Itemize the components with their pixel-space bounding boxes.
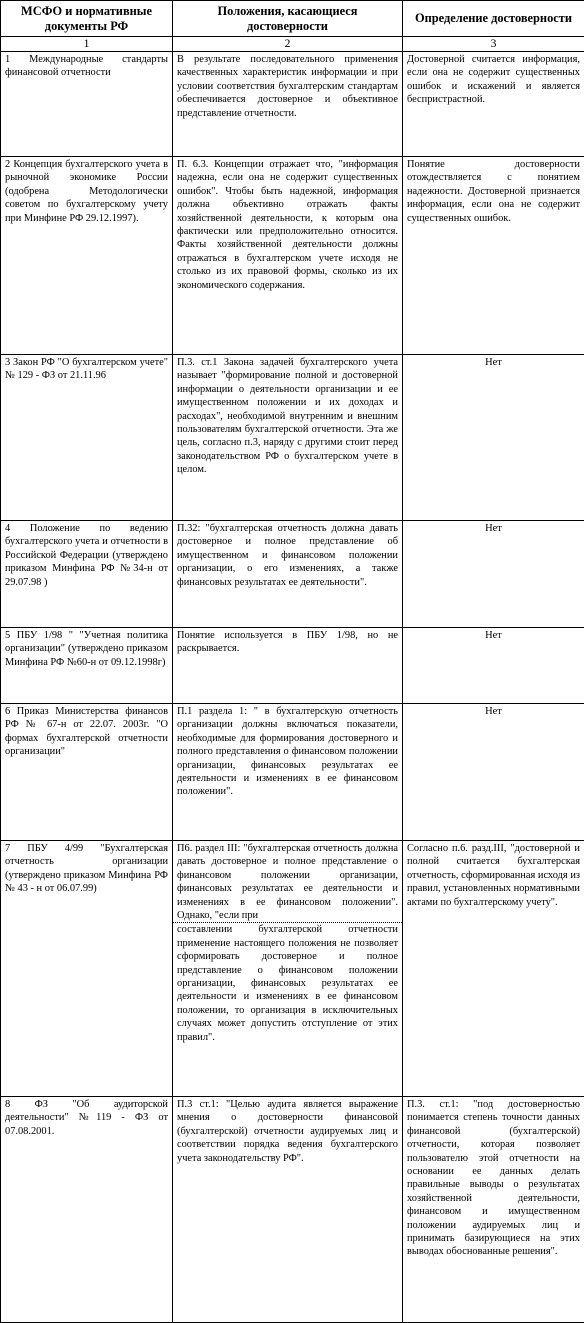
definition-cell: Нет xyxy=(403,628,584,704)
table-row xyxy=(1,521,584,628)
table-row xyxy=(1,841,584,1097)
definition-cell: Нет xyxy=(403,704,584,841)
definition-cell: Нет xyxy=(403,521,584,628)
document-cell: 5 ПБУ 1/98 " "Учетная политика организации" (утверждено приказом Минфина РФ №60-н от 09.12.1998г) xyxy=(1,628,173,704)
provision-cell: П.3. ст.1 Закона задачей бухгалтерского учета называет "формирование полной и достоверной информации о деятельности организации и ее имущественном положении и их доходах и расходах", необходимой внутренним и внешним пользователям бухгалтерской отчетности. Эта же цель, согласно п.3, наряду с другими стоит перед законодательством РФ о бухгалтерском учете в целом. xyxy=(173,355,403,521)
provision-cell: П. 6.3. Концепции отражает что, "информация надежна, если она не содержит существенных ошибок". Чтобы быть надежной, информация должна объективно отражать факты хозяйственной деятельности, к которым она фактически или предположительно относится. Факты хозяйственной деятельности должны отражаться в бухгалтерском учете исходя не столько из их правовой формы, сколько из их экономического содержания. xyxy=(173,157,403,355)
document-cell: 6 Приказ Министерства финансов РФ № 67-н от 22.07. 2003г. "О формах бухгалтерской отчетности организации" xyxy=(1,704,173,841)
table-row xyxy=(1,628,584,704)
provision-cell: П.1 раздела 1: " в бухгалтерскую отчетность организации должны включаться показатели, необходимые для формирования достоверного и полного представления о финансовом положении организации, финансовых результатах ее деятельности и изменениях в ее финансовом положении". xyxy=(173,704,403,841)
definition-cell: П.3. ст.1: "под достоверностью понимается степень точности данных финансовой (бухгалтерской) отчетности, которая позволяет пользователю этой отчетности на основании ее данных делать правильные выводы о результатах хозяйственной деятельности, финансовом и имущественном положении аудируемых лиц и принимать базирующиеся на этих выводах обоснованные решения". xyxy=(403,1097,584,1323)
provision-cell: П.32: "бухгалтерская отчетность должна давать достоверное и полное представление об имущественном и финансовом положении организации, о его изменениях, а также финансовых результатах ее деятельности". xyxy=(173,521,403,628)
table-row xyxy=(1,52,584,157)
table-row xyxy=(1,704,584,841)
provision-cell: Понятие используется в ПБУ 1/98, но не раскрывается. xyxy=(173,628,403,704)
header-definition: Определение достоверности xyxy=(403,1,584,37)
header-documents: МСФО и нормативные документы РФ xyxy=(1,1,173,37)
column-number: 3 xyxy=(403,37,584,52)
document-cell: 4 Положение по ведению бухгалтерского учета и отчетности в Российской Федерации (утверждено приказом Минфина РФ №34-н от 29.07.98 ) xyxy=(1,521,173,628)
column-number: 2 xyxy=(173,37,403,52)
document-cell: 7 ПБУ 4/99 "Бухгалтерская отчетность организации (утверждено приказом Минфина РФ № 43 - н от 06.07.99) xyxy=(1,841,173,1097)
document-cell: 8 ФЗ "Об аудиторской деятельности" №119 - ФЗ от 07.08.2001. xyxy=(1,1097,173,1323)
column-number: 1 xyxy=(1,37,173,52)
provision-cell: В результате последовательного применения качественных характеристик информации и при условии соответствия бухгалтерским стандартам обеспечивается достоверное и объективное представление отчетности. xyxy=(173,52,403,157)
definition-cell: Понятие достоверности отождествляется с понятием надежности. Достоверной признается информация, если она не содержит существенных ошибок. xyxy=(403,157,584,355)
header-row xyxy=(1,1,584,37)
provision-text-part2: составлении бухгалтерской отчетности применение настоящего положения не позволяет сформировать достоверное и полное представление о финансовом положении организации, финансовых результатах ее деятельности и изменениях в ее финансовом положении, то организация в исключительных случаях может допустить отступление от этих правил". xyxy=(177,924,398,1042)
document-cell: 1 Международные стандарты финансовой отчетности xyxy=(1,52,173,157)
table-row xyxy=(1,355,584,521)
header-provisions: Положения, касающиеся достоверности xyxy=(173,1,403,37)
provision-text-part1: П6. раздел III: "бухгалтерская отчетность должна давать достоверное и полное представление о финансовом положении организации, финансовых результатах ее деятельности и изменениях в ее финансовом положении". Однако, "если при xyxy=(173,842,402,923)
definition-cell: Достоверной считается информация, если она не содержит существенных ошибок и искажений и является беспристрастной. xyxy=(403,52,584,157)
document-cell: 3 Закон РФ "О бухгалтерском учете" № 129 - ФЗ от 21.11.96 xyxy=(1,355,173,521)
document-cell: 2 Концепция бухгалтерского учета в рыночной экономике России (одобрена Методологически советом по бухгалтерскому учету при Минфине РФ 29.12.1997). xyxy=(1,157,173,355)
table-row xyxy=(1,157,584,355)
column-number-row xyxy=(1,37,584,52)
provision-cell: П.3 ст.1: "Целью аудита является выражение мнения о достоверности финансовой (бухгалтерской) отчетности аудируемых лиц и соответствии порядка ведения бухгалтерского учета законодательству РФ". xyxy=(173,1097,403,1323)
definition-cell: Согласно п.6. разд.III, "достоверной и полной считается бухгалтерская отчетность, сформированная исходя из правил, установленных нормативными актами по бухгалтерскому учету". xyxy=(403,841,584,1097)
provision-cell xyxy=(173,841,403,1097)
table-row xyxy=(1,1097,584,1323)
definition-cell: Нет xyxy=(403,355,584,521)
